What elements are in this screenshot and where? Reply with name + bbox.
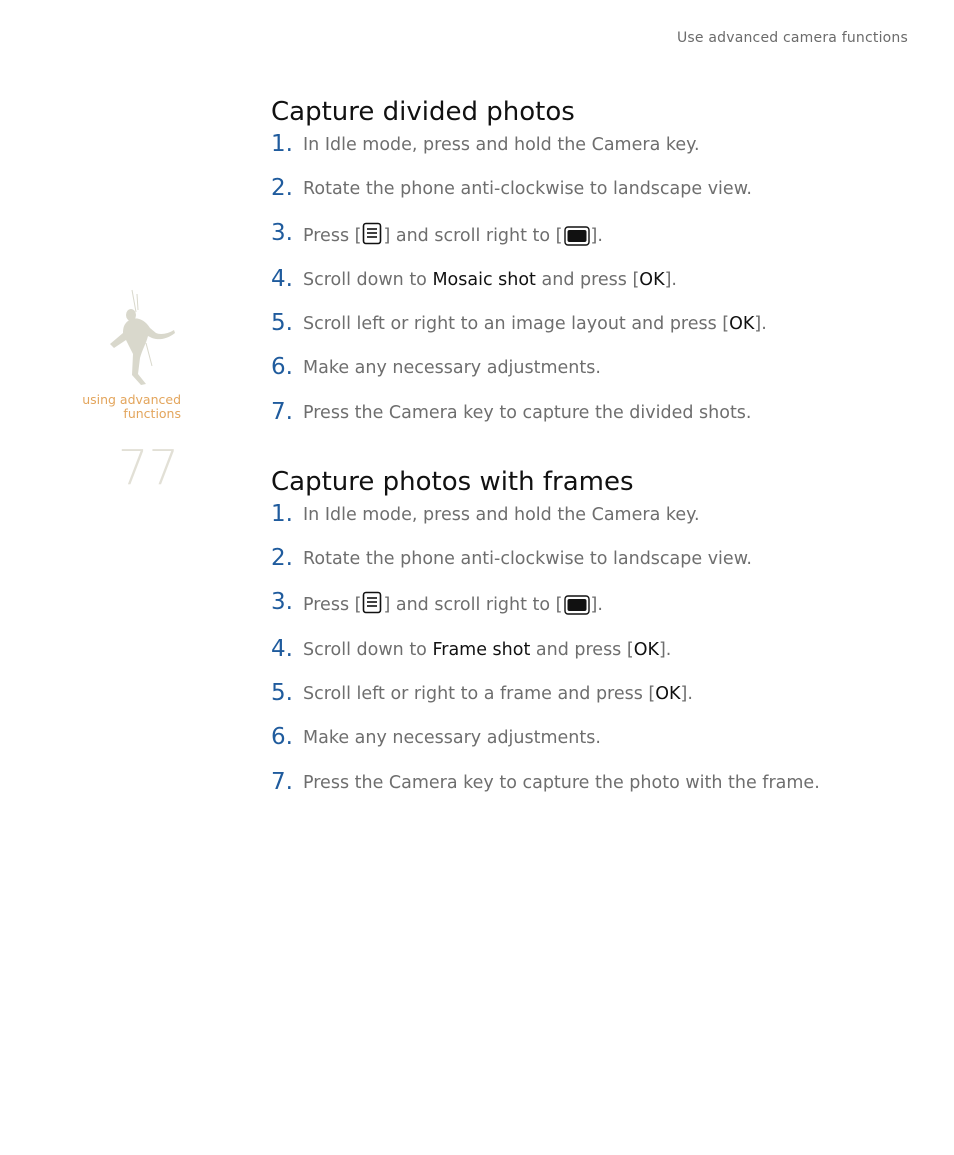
ok-key-label: OK [655, 683, 681, 704]
section-label-line2: functions [123, 406, 181, 421]
step-text-part: ]. [658, 639, 672, 660]
step-item [271, 635, 871, 663]
step-item [271, 265, 871, 293]
step-text: Press the Camera key to capture the divided shots. [303, 402, 752, 423]
step-list [271, 500, 871, 796]
camera-mode-icon [564, 226, 590, 246]
step-item [271, 679, 871, 707]
step-text-part: Press [ [303, 225, 362, 246]
step-number: 3. [271, 219, 293, 246]
section-capture-divided-photos [271, 95, 871, 426]
ok-key-label: OK [633, 639, 659, 660]
step-text-part: Scroll left or right to a frame and press [ [303, 683, 656, 704]
step-item [271, 591, 871, 618]
step-text-part: ]. [664, 269, 677, 290]
step-number: 4. [271, 635, 293, 662]
step-item [271, 133, 871, 158]
step-text: Rotate the phone anti-clockwise to landscape view. [303, 549, 752, 570]
menu-option-frame-shot: Frame shot [432, 639, 531, 660]
menu-option-mosaic-shot: Mosaic shot [432, 269, 536, 290]
step-number: 2. [271, 545, 293, 572]
step-number: 2. [271, 175, 293, 202]
camera-mode-icon [564, 595, 590, 615]
step-text-part: ] and scroll right to [ [383, 595, 563, 616]
step-text-part: ] and scroll right to [ [383, 225, 563, 246]
step-text-part: ]. [590, 225, 603, 246]
step-text-part: Scroll down to [303, 269, 433, 290]
section-label [60, 393, 181, 421]
step-text: In Idle mode, press and hold the Camera key. [303, 135, 700, 155]
menu-key-icon [362, 591, 382, 615]
acrobat-figure-icon [104, 288, 180, 388]
step-text-part: ]. [590, 595, 603, 616]
step-text-part: and press [ [535, 269, 640, 290]
section-title: Capture photos with frames [271, 466, 634, 497]
step-text: Press the Camera key to capture the photo with the frame. [303, 772, 820, 793]
step-text-part: Scroll down to [303, 639, 433, 660]
step-list [271, 133, 871, 426]
step-text: Make any necessary adjustments. [303, 728, 601, 749]
step-number: 7. [271, 398, 293, 425]
step-number: 1. [271, 131, 293, 157]
step-item [271, 768, 871, 796]
step-number: 1. [271, 500, 293, 527]
main-content [271, 95, 871, 815]
ok-key-label: OK [639, 269, 665, 290]
step-number: 5. [271, 679, 293, 706]
step-item [271, 312, 871, 337]
running-header: Use advanced camera functions [676, 30, 908, 46]
step-text: In Idle mode, press and hold the Camera key. [303, 504, 700, 525]
step-number: 3. [271, 589, 293, 616]
step-number: 5. [271, 310, 293, 337]
step-item [271, 356, 871, 381]
step-text: Make any necessary adjustments. [303, 358, 601, 379]
step-number: 4. [271, 265, 293, 292]
step-item [271, 219, 871, 249]
step-item [271, 500, 871, 528]
section-label-line1: using advanced [82, 392, 181, 407]
page-number: 77 [117, 440, 179, 496]
ok-key-label: OK [729, 314, 755, 335]
step-text-part: ]. [754, 314, 767, 335]
step-text-part: Scroll left or right to an image layout and press [ [303, 314, 730, 335]
section-title: Capture divided photos [271, 97, 575, 127]
step-text-part: Press [ [303, 595, 362, 616]
step-item [271, 547, 871, 572]
step-number: 6. [271, 724, 293, 751]
step-text-part: and press [ [530, 639, 634, 660]
step-text: Rotate the phone anti-clockwise to landscape view. [303, 179, 752, 200]
menu-key-icon [362, 222, 382, 246]
step-number: 7. [271, 768, 293, 795]
section-capture-photos-with-frames [271, 465, 871, 796]
step-item [271, 177, 871, 202]
step-item [271, 726, 871, 751]
step-number: 6. [271, 354, 293, 381]
step-text-part: ]. [680, 683, 693, 704]
step-item [271, 398, 871, 426]
